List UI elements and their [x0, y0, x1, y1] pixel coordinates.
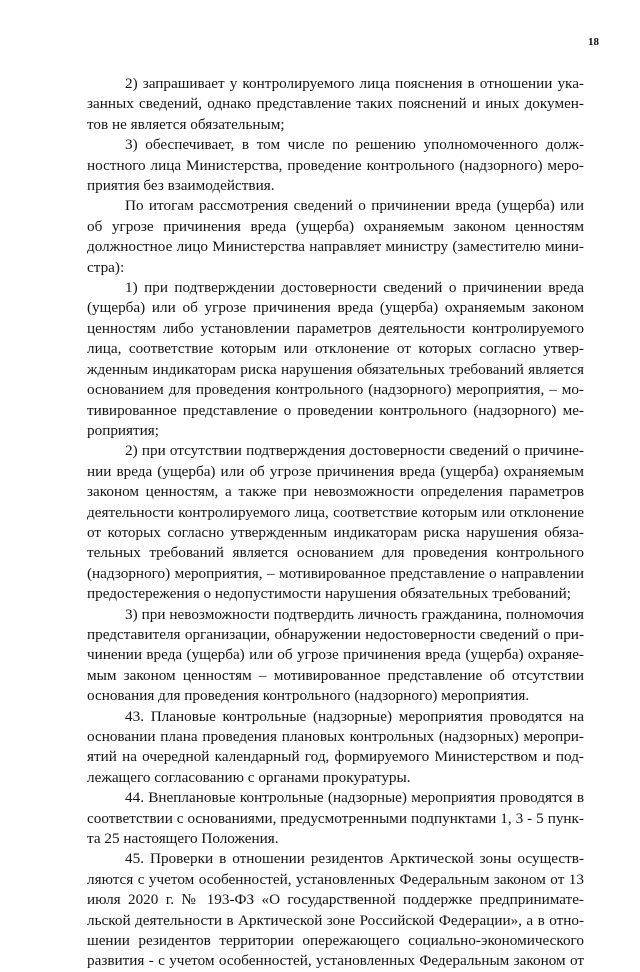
paragraph — [87, 788, 584, 849]
text-line: законом ценностям, а также при невозможности определения параметров — [87, 483, 584, 501]
document-body — [87, 74, 584, 972]
paragraph — [87, 707, 584, 789]
text-line: ляются с учетом особенностей, установленных Федеральным законом от 13 — [87, 870, 584, 888]
text-line: соответствии с основаниями, предусмотренными подпунктами 1, 3 - 5 пунк- — [87, 809, 584, 827]
text-line: (надзорного) мероприятия, – мотивированное представление о направлении — [87, 564, 584, 582]
text-line: тивированное представление о проведении контрольного (надзорного) ме- — [87, 401, 584, 419]
text-line: должностное лицо Министерства направляет министру (заместителю мини- — [87, 238, 584, 256]
text-line: ценностям либо установлении параметров деятельности контролируемого — [87, 319, 584, 337]
text-line: 43. Плановые контрольные (надзорные) мероприятия проводятся на — [125, 707, 584, 725]
text-line: ятий на очередной календарный год, формируемого Министерством и под- — [87, 748, 584, 766]
text-line: основания для проведения контрольного (надзорного) мероприятия. — [87, 687, 530, 705]
text-line: основании плана проведения плановых контрольных (надзорных) меропри- — [87, 728, 584, 745]
paragraph — [87, 196, 584, 278]
paragraph — [87, 849, 584, 971]
text-line: льской деятельности в Арктической зоне Российской Федерации», а в отно- — [87, 911, 584, 929]
text-line: предостережения о недопустимости нарушения обязательных требований; — [87, 585, 571, 603]
text-line: 2) при отсутствии подтверждения достоверности сведений о причине- — [125, 442, 584, 460]
text-line: стра): — [87, 258, 125, 276]
text-line: 3) обеспечивает, в том числе по решению уполномоченного долж- — [125, 136, 584, 154]
text-line: приятия без взаимодействия. — [87, 177, 275, 195]
text-line: ностного лица Министерства, проведение контрольного (надзорного) меро- — [87, 156, 584, 174]
text-line: жденным индикаторам риска нарушения обязательных требований является — [87, 360, 584, 378]
text-line: 3) при невозможности подтвердить личность гражданина, полномочия — [125, 605, 584, 623]
text-line: тельных требований является основанием для проведения контрольного — [87, 544, 584, 562]
text-line: 2) запрашивает у контролируемого лица пояснения в отношении ука- — [125, 75, 584, 92]
text-line: лица, соответствие которым или отклонение от которых согласно утвер- — [87, 340, 584, 358]
paragraph — [87, 74, 584, 135]
text-line: (ущерба) или об угрозе причинения вреда (ущерба) охраняемым законом — [87, 299, 584, 317]
text-line: По итогам рассмотрения сведений о причинении вреда (ущерба) или — [125, 197, 584, 215]
text-line: чинении вреда (ущерба) или об угрозе причинения вреда (ущерба) охраняе- — [87, 646, 584, 664]
text-line: мым законом ценностям – мотивированное представление об отсутствии — [87, 666, 584, 684]
text-line: нии вреда (ущерба) или об угрозе причинения вреда (ущерба) охраняемым — [87, 462, 584, 480]
page-number: 18 — [588, 36, 599, 48]
text-line: июля 2020 г. № 193-ФЗ «О государственной поддержке предпринимате- — [87, 891, 584, 909]
text-line: тов не является обязательным; — [87, 115, 285, 133]
text-line: деятельности контролируемого лица, соответствие которым или отклонение — [87, 503, 584, 521]
paragraph — [87, 605, 584, 707]
text-line: роприятия; — [87, 421, 159, 439]
text-line: 44. Внеплановые контрольные (надзорные) мероприятия проводятся в — [125, 789, 584, 807]
text-line: об угрозе причинения вреда (ущерба) охраняемым законом ценностям — [87, 217, 584, 235]
text-line: 1) при подтверждении достоверности сведений о причинении вреда — [125, 279, 584, 297]
text-line: развития - с учетом особенностей, установленных Федеральным законом от — [87, 952, 584, 970]
text-line: та 25 настоящего Положения. — [87, 830, 279, 848]
text-line: основанием для проведения контрольного (надзорного) мероприятия, – мо- — [87, 381, 584, 399]
text-line: лежащего согласованию с органами прокуратуры. — [87, 768, 411, 786]
text-line: 45. Проверки в отношении резидентов Арктической зоны осуществ- — [125, 850, 584, 868]
text-line: шении резидентов территории опережающего социально-экономического — [87, 932, 584, 950]
text-line: от которых согласно утвержденным индикаторам риска нарушения обяза- — [87, 523, 584, 541]
paragraph — [87, 441, 584, 604]
text-line: представителя организации, обнаружении недостоверности сведений о при- — [87, 625, 584, 643]
text-line: занных сведений, однако представление таких пояснений и иных докумен- — [87, 95, 584, 113]
paragraph — [87, 278, 584, 441]
paragraph — [87, 135, 584, 196]
